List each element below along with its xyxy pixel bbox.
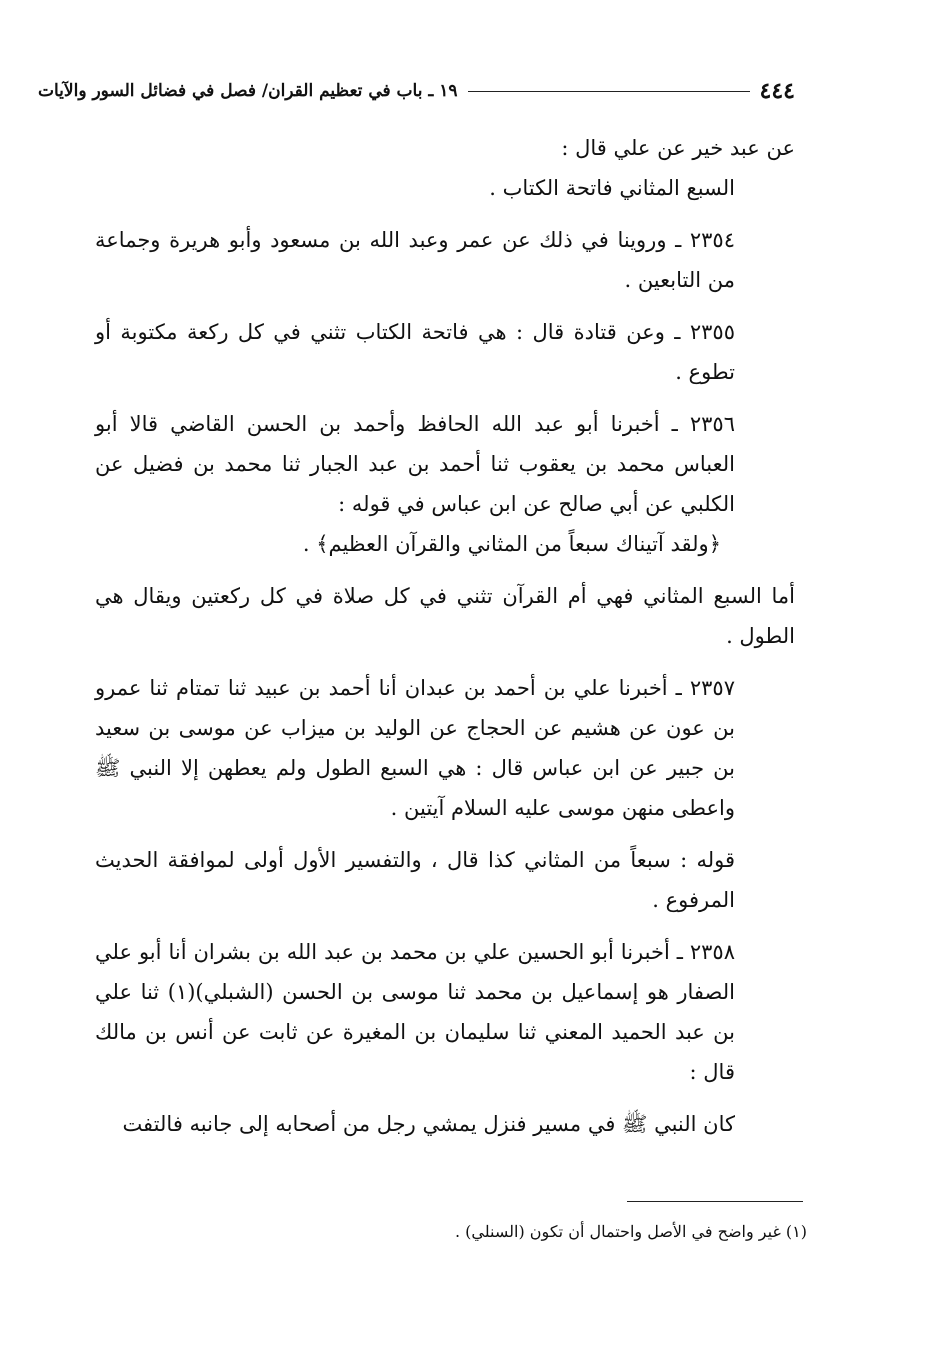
paragraph: كان النبي ﷺ في مسير فنزل يمشي رجل من أصحابه إلى جانبه فالتفت [122, 1112, 735, 1136]
footnote-rule [627, 1201, 803, 1202]
paragraph: أما السبع المثاني فهي أم القرآن تثني في كل صلاة في كل ركعتين ويقال هي الطول . [95, 584, 795, 648]
hadith-2357: ٢٣٥٧ ـ أخبرنا علي بن أحمد بن عبدان أنا أحمد بن عبيد ثنا تمتام ثنا عمرو بن عون عن هشيم عن الحجاج عن الوليد بن ميزاب عن موسى بن سعيد بن جبير عن ابن عباس قال : هي السبع الطول ولم يعطهن إلا النبي ﷺ واعطى منهن موسى عليه السلام آيتين . [95, 676, 735, 820]
main-text [95, 128, 795, 1144]
header-rule [468, 91, 750, 92]
paragraph: السبع المثاني فاتحة الكتاب . [489, 176, 735, 200]
hadith-2354: ٢٣٥٤ ـ وروينا في ذلك عن عمر وعبد الله بن مسعود وأبو هريرة وجماعة من التابعين . [95, 228, 735, 292]
page-header [37, 76, 795, 106]
paragraph: عن عبد خير عن علي قال : [561, 136, 795, 160]
page-number: ٤٤٤ [759, 78, 795, 104]
paragraph: قوله : سبعاً من المثاني كذا قال ، والتفسير الأول أولى لموافقة الحديث المرفوع . [95, 848, 735, 912]
running-title: ١٩ ـ باب في تعظيم القران/ فصل في فضائل السور والآيات [37, 81, 458, 101]
hadith-2358: ٢٣٥٨ ـ أخبرنا أبو الحسين علي بن محمد بن عبد الله بن بشران أنا أبو علي الصفار هو إسماعيل بن محمد ثنا موسى بن الحسن (الشبلي)(١) ثنا علي بن عبد الحميد المعني ثنا سليمان بن المغيرة عن ثابت عن أنس بن مالك قال : [95, 940, 735, 1084]
hadith-2356: ٢٣٥٦ ـ أخبرنا أبو عبد الله الحافظ وأحمد بن الحسن القاضي قالا أبو العباس محمد بن يعقوب ثنا أحمد بن عبد الجبار ثنا محمد بن فضيل عن الكلبي عن أبي صالح عن ابن عباس في قوله : [95, 412, 735, 516]
quran-verse: ﴿ولقد آتيناك سبعاً من المثاني والقرآن العظيم﴾ . [302, 532, 721, 556]
footnote: (١) غير واضح في الأصل واحتمال أن تكون (السنلي) . [455, 1222, 807, 1241]
hadith-2355: ٢٣٥٥ ـ وعن قتادة قال : هي فاتحة الكتاب تثني في كل ركعة مكتوبة أو تطوع . [95, 320, 735, 384]
